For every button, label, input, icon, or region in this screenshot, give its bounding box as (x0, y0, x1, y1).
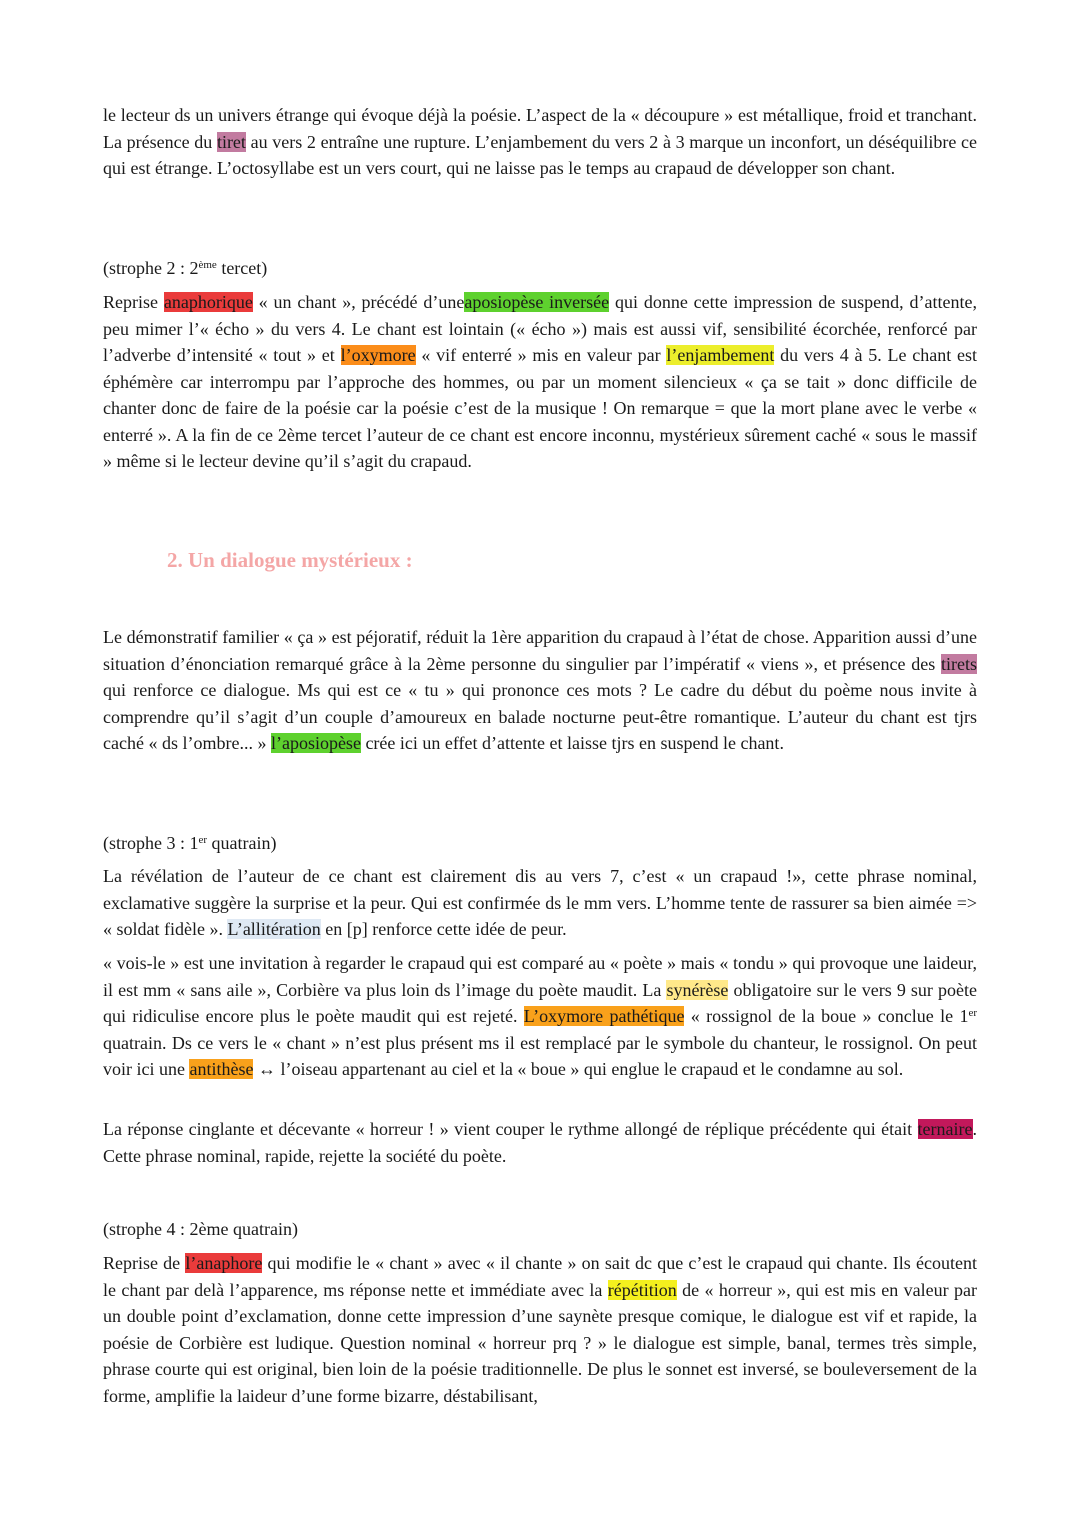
highlight-oxymore-pathetique: L’oxymore pathétique (523, 1006, 685, 1026)
text: « vois-le » est une invitation à regarder le crapaud qui est comparé au « poète » mais « tondu » qui provoque une laideur, il est mm « sans aile », Corbière va plus loin ds l’image du poète maudit. La (103, 953, 977, 1000)
highlight-repetition: répétition (607, 1279, 677, 1300)
text: « vif enterré » mis en valeur par (415, 345, 667, 365)
highlight-anaphorique: anaphorique (163, 292, 253, 312)
paragraph-strophe1-end (103, 102, 977, 182)
text: qui modifie le « chant » avec « il chante » on sait dc que c’est le crapaud qui chante. Ils écoutent le chant par delà l’apparence, ms réponse nette et immédiate avec la (103, 1253, 977, 1300)
section-title: 2. Un dialogue mystérieux : (167, 548, 413, 572)
text: obligatoire sur le vers 9 sur poète qui ridiculise encore plus le poète maudit qui est rejeté. (103, 979, 977, 1026)
paragraph-dialogue (103, 624, 977, 757)
text: crée ici un effet d’attente et laisse tjrs en suspend le chant. (360, 733, 784, 753)
highlight-tirets: tirets (941, 653, 977, 674)
superscript: er (968, 1007, 977, 1019)
superscript: er (198, 834, 208, 846)
paragraph-strophe-3b (103, 950, 977, 1083)
highlight-aposiopese: l’aposiopèse (270, 733, 361, 753)
text: (strophe 2 : 2 (103, 258, 199, 278)
text: quatrain) (207, 833, 277, 853)
highlight-ternaire: ternaire (917, 1119, 973, 1139)
text: « rossignol de la boue » conclue le 1 (684, 1006, 969, 1026)
highlight-tiret: tiret (216, 131, 246, 152)
highlight-synerese: synérèse (666, 979, 729, 1000)
paragraph-strophe-2 (103, 289, 977, 475)
text: Reprise de (103, 1253, 186, 1273)
text: qui donne cette impression de suspend, d’attente, peu mimer l’« écho » du vers 4. Le chant est lointain (« écho ») mais est aussi vif, sensibilité écorchée, renforcé par l’adverbe d’intensité « tout » et (103, 292, 977, 365)
highlight-anaphore: l’anaphore (185, 1253, 263, 1273)
paragraph-strophe-3c (103, 1116, 977, 1169)
text: le lecteur ds un univers étrange qui évoque déjà la poésie. L’aspect de la « découpure » est métallique, froid et tranchant. La présence du (103, 105, 977, 152)
text: . Cette phrase nominal, rapide, rejette la société du poète. (103, 1119, 977, 1166)
text: tercet) (216, 258, 268, 278)
highlight-oxymore: l’oxymore (340, 345, 416, 365)
text: (strophe 3 : 1 (103, 833, 199, 853)
text: du vers 4 à 5. Le chant est éphémère car interrompu par l’approche des hommes, ou par un moment silencieux « ça se tait » donc difficile de chanter donc de faire de la poésie car la poésie c’est de la musique ! On remarque = que la mort plane avec le verbe « enterré ». A la fin de ce 2ème tercet l’auteur de ce chant est encore inconnu, mystérieux sûrement caché « sous le massif » même si le lecteur devine qu’il s’agit du crapaud. (103, 345, 978, 471)
text: « un chant », précédé d’une (252, 292, 465, 312)
highlight-antithese: antithèse (189, 1059, 254, 1079)
paragraph-strophe-4 (103, 1250, 977, 1409)
text: qui renforce ce dialogue. Ms qui est ce « tu » qui prononce ces mots ? Le cadre du début du poème nous invite à comprendre qu’il s’agit d’un couple d’amoureux en balade nocturne peut-être romantique. L’auteur du chant est tjrs caché « ds l’ombre... » (103, 680, 977, 753)
highlight-enjambement: l’enjambement (666, 345, 775, 365)
superscript: ème (198, 259, 217, 271)
heading-strophe-2 (103, 255, 977, 282)
heading-strophe-4: (strophe 4 : 2ème quatrain) (103, 1219, 298, 1239)
text: quatrain. Ds ce vers le « chant » n’est plus présent ms il est remplacé par le symbole du chanteur, le rossignol. On peut voir ici une (103, 1032, 977, 1079)
text: ↔ l’oiseau appartenant au ciel et la « boue » qui englue le crapaud et le condamne au sol. (253, 1059, 904, 1079)
text: au vers 2 entraîne une rupture. L’enjambement du vers 2 à 3 marque un inconfort, un déséquilibre ce qui est étrange. L’octosyllabe est un vers court, qui ne laisse pas le temps au crapaud de développer son chant. (103, 131, 977, 178)
text: La révélation de l’auteur de ce chant est clairement dis au vers 7, c’est « un crapaud !», cette phrase nominal, exclamative suggère la surprise et la peur. Qui est confirmée ds le mm vers. L’homme tente de rassurer sa bien aimée => « soldat fidèle ». (103, 866, 977, 939)
text: Le démonstratif familier « ça » est péjoratif, réduit la 1ère apparition du crapaud à l’état de chose. Apparition aussi d’une situation d’énonciation remarqué grâce à la 2ème personne du singulier par l’impératif « viens », et présence des (103, 627, 977, 674)
highlight-alliteration: L’allitération (227, 919, 321, 939)
text: de « horreur », qui est mis en valeur par un double point d’exclamation, donne cette impression d’une saynète presque comique, le dialogue est vif et rapide, la poésie de Corbière est ludique. Question nominal « horreur prq ? » le dialogue est simple, banal, termes très simple, phrase courte qui est original, bien loin de la poésie traditionnelle. De plus le sonnet est inversé, se bouleversement de la forme, amplifie la laideur d’une forme bizarre, déstabilisant, (103, 1279, 977, 1406)
text: La réponse cinglante et décevante « horreur ! » vient couper le rythme allongé de réplique précédente qui était (103, 1119, 918, 1139)
text: en [p] renforce cette idée de peur. (320, 919, 567, 939)
highlight-aposiopese-inversee: aposiopèse inversée (464, 292, 610, 312)
heading-strophe-3 (103, 830, 977, 857)
paragraph-strophe-3a (103, 863, 977, 943)
text: Reprise (103, 292, 164, 312)
